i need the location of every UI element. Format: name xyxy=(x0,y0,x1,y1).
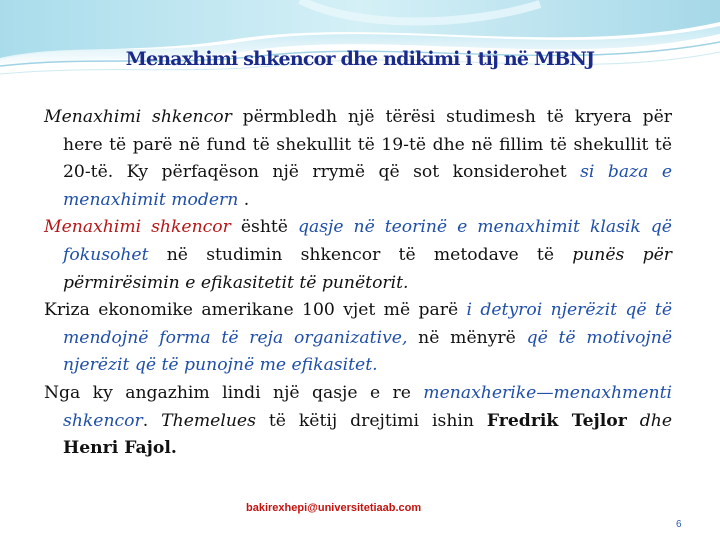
paragraph-2 xyxy=(44,214,672,297)
text-run: . xyxy=(142,410,162,431)
text-run: që të motivojnë njerëzit që të punojnë me efikasitet. xyxy=(63,327,672,376)
paragraph-4 xyxy=(44,380,672,463)
header-banner xyxy=(0,0,720,92)
page-number: 6 xyxy=(676,519,682,530)
text-run: të këtij drejtimi ishin xyxy=(255,410,487,431)
author-email: bakirexhepi@universitetiaab.com xyxy=(246,502,422,514)
text-run: dhe xyxy=(639,410,672,431)
text-run: Henri Fajol. xyxy=(63,438,177,459)
text-run: Themelues xyxy=(161,410,256,431)
text-run: është xyxy=(230,217,298,238)
text-run: Kriza ekonomike amerikane 100 vjet më parë xyxy=(44,300,467,321)
text-run: përmbledh një tërësi studimesh të kryera për here të parë në fund të shekullit të 19-të dhe në fillim të shekullit të 20-të. Ky përfaqëson një rrymë që sot konsiderohet xyxy=(63,107,672,183)
text-run: i detyroi njerëzit që të mendojnë forma të reja organizative, xyxy=(63,300,672,348)
text-run: menaxherike—menaxhmenti shkencor xyxy=(63,382,672,431)
text-run: Menaxhimi shkencor xyxy=(44,107,232,127)
text-run: Fredrik Tejlor xyxy=(486,410,627,431)
paragraph-1 xyxy=(44,104,672,214)
slide-title: Menaxhimi shkencor dhe ndikimi i tij në MBNJ xyxy=(125,48,595,70)
paragraph-3 xyxy=(44,297,672,380)
text-run: si baza e menaxhimit modern xyxy=(63,162,672,210)
text-run: Nga ky angazhim lindi një qasje e re xyxy=(44,382,424,403)
text-run: . xyxy=(238,189,250,210)
text-run: Menaxhimi shkencor xyxy=(44,217,231,238)
text-run xyxy=(627,411,640,431)
text-run: punës për përmirësimin e efikasitetit të punëtorit. xyxy=(63,244,672,293)
text-run: në studimin shkencor të metodave të xyxy=(148,244,573,265)
slide-body xyxy=(44,104,672,463)
text-run: në mënyrë xyxy=(407,327,527,348)
text-run: qasje në teorinë e menaxhimit klasik që fokusohet xyxy=(63,217,672,265)
